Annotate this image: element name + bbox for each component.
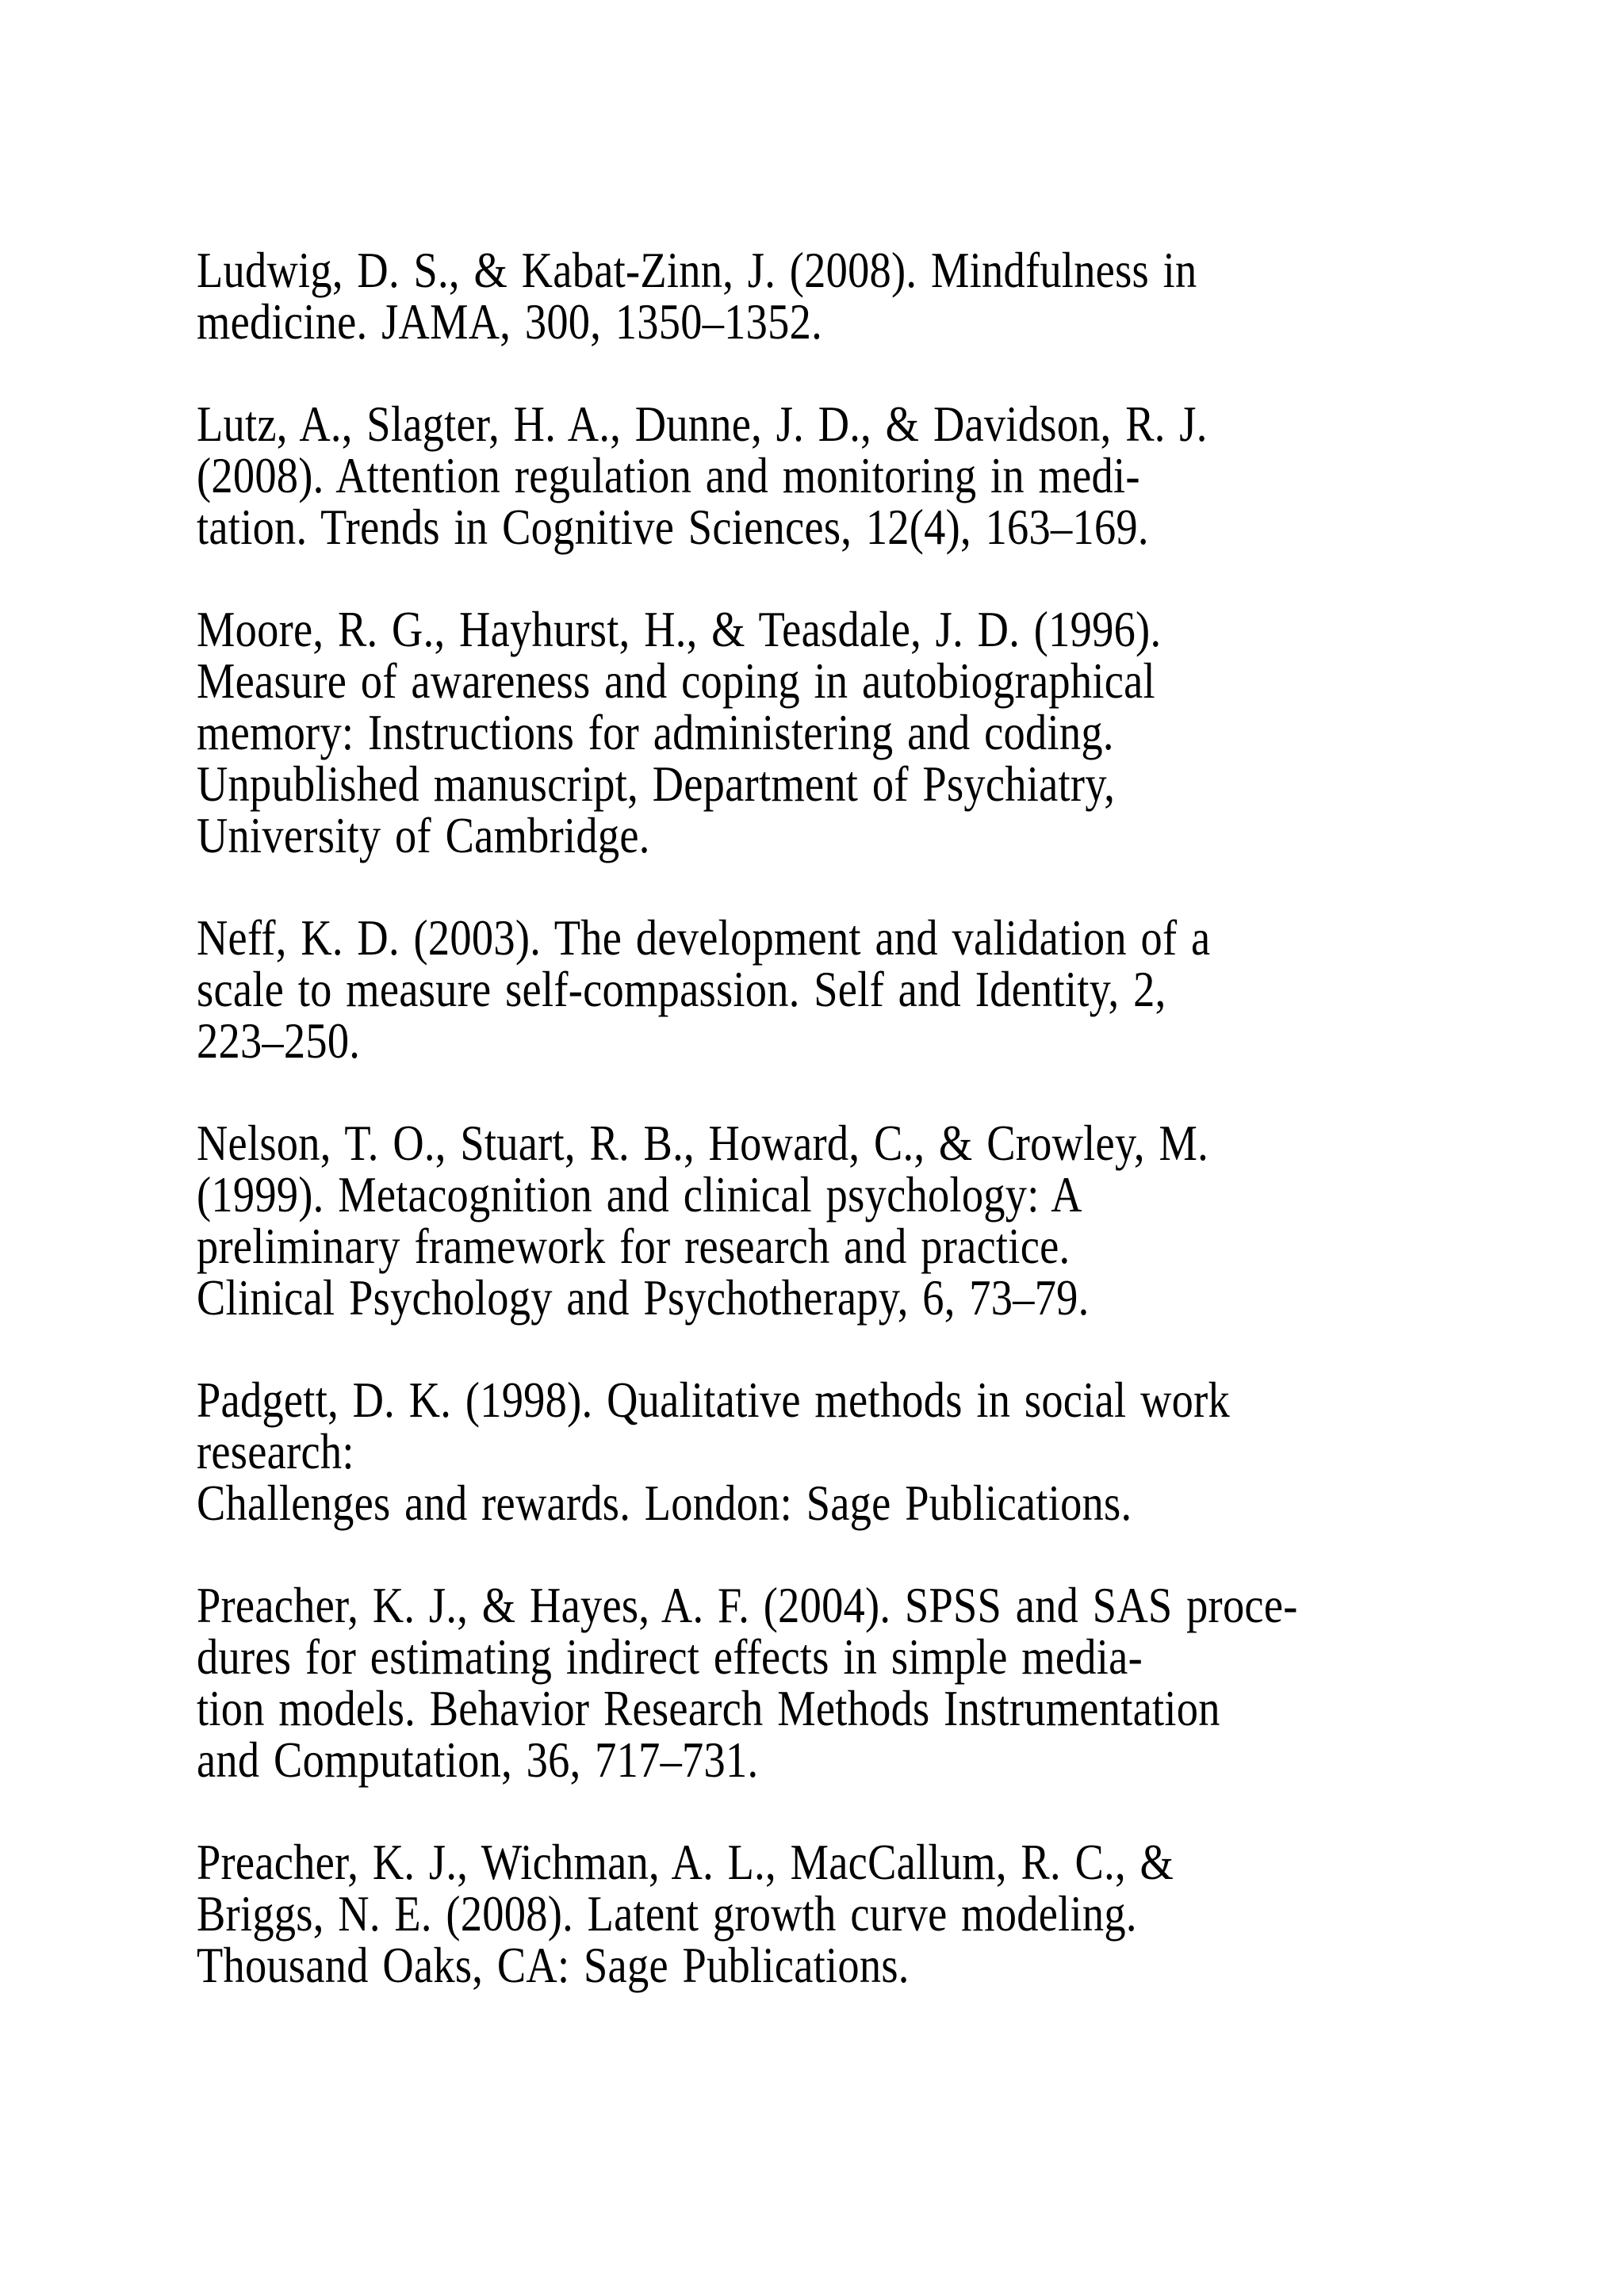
- reference-line: Measure of awareness and coping in autobiographical: [197, 652, 1155, 709]
- reference-line: dures for estimating indirect effects in simple media-: [197, 1628, 1143, 1685]
- references-list: [197, 244, 1491, 2042]
- reference-entry: [197, 603, 1491, 861]
- reference-line: Challenges and rewards. London: Sage Publications.: [197, 1475, 1132, 1531]
- reference-line: Preacher, K. J., Wichman, A. L., MacCallum, R. C., &: [197, 1834, 1174, 1890]
- reference-entry: [197, 1577, 1491, 1788]
- reference-line: and Computation, 36, 717–731.: [197, 1732, 759, 1788]
- reference-line: Neff, K. D. (2003). The development and validation of a: [197, 909, 1211, 966]
- reference-line: Preacher, K. J., & Hayes, A. F. (2004). SPSS and SAS proce-: [197, 1577, 1298, 1633]
- reference-line: (1999). Metacognition and clinical psychology: A: [197, 1166, 1082, 1223]
- reference-line: medicine. JAMA, 300, 1350–1352.: [197, 293, 822, 350]
- reference-line: Ludwig, D. S., & Kabat-Zinn, J. (2008). Mindfulness in: [197, 242, 1197, 298]
- reference-entry: [197, 909, 1491, 1069]
- reference-line: preliminary framework for research and practice.: [197, 1218, 1071, 1274]
- reference-line: Padgett, D. K. (1998). Qualitative methods in social work: [197, 1372, 1230, 1428]
- reference-line: research:: [197, 1423, 354, 1479]
- reference-line: Thousand Oaks, CA: Sage Publications.: [197, 1937, 910, 1993]
- reference-line: Unpublished manuscript, Department of Psychiatry,: [197, 756, 1116, 812]
- reference-line: Nelson, T. O., Stuart, R. B., Howard, C., & Crowley, M.: [197, 1115, 1208, 1171]
- reference-line: University of Cambridge.: [197, 807, 650, 863]
- reference-line: Briggs, N. E. (2008). Latent growth curve modeling.: [197, 1885, 1137, 1942]
- reference-line: Lutz, A., Slagter, H. A., Dunne, J. D., & Davidson, R. J.: [197, 396, 1208, 452]
- reference-line: Moore, R. G., Hayhurst, H., & Teasdale, J. D. (1996).: [197, 601, 1162, 657]
- reference-entry: [197, 1374, 1491, 1529]
- reference-entry: [197, 398, 1491, 553]
- reference-line: scale to measure self-compassion. Self and Identity, 2,: [197, 961, 1166, 1017]
- reference-line: memory: Instructions for administering and coding.: [197, 704, 1114, 760]
- reference-entry: [197, 1115, 1491, 1326]
- reference-line: 223–250.: [197, 1012, 361, 1069]
- reference-line: tion models. Behavior Research Methods Instrumentation: [197, 1680, 1220, 1736]
- reference-line: tation. Trends in Cognitive Sciences, 12(4), 163–169.: [197, 499, 1149, 555]
- reference-entry: [197, 242, 1491, 350]
- reference-line: Clinical Psychology and Psychotherapy, 6, 73–79.: [197, 1269, 1090, 1326]
- reference-entry: [197, 1836, 1491, 1991]
- reference-line: (2008). Attention regulation and monitoring in medi-: [197, 447, 1140, 503]
